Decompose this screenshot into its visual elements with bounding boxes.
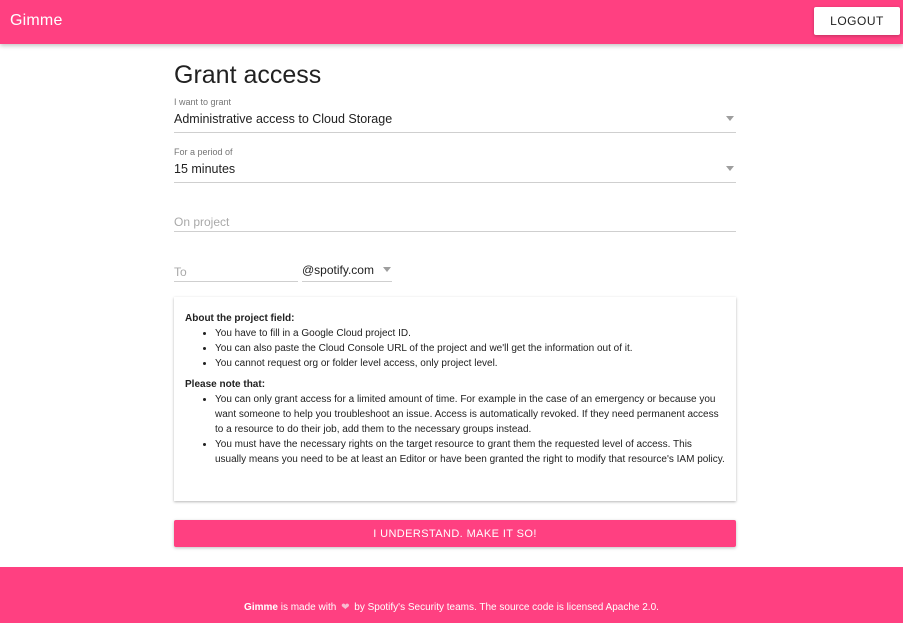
- heart-icon: ❤: [341, 602, 350, 613]
- field-underline: [174, 132, 736, 133]
- grant-select-value: Administrative access to Cloud Storage: [174, 112, 393, 126]
- note-heading: Please note that:: [185, 379, 266, 390]
- dropdown-caret-icon[interactable]: [726, 116, 734, 121]
- footer-text-part: by Spotify's Security teams. The source code is licensed Apache 2.0.: [351, 602, 659, 613]
- list-item: • You must have the necessary rights on the target resource to grant them the requested level of access. This usually means you need to be at least an Editor or have been granted the right to modify that resource's IAM policy.: [215, 437, 725, 467]
- project-input-placeholder: On project: [174, 215, 230, 229]
- footer-brand: Gimme: [244, 602, 278, 613]
- footer-text: [0, 602, 903, 613]
- list-item: • You cannot request org or folder level access, only project level.: [215, 356, 725, 371]
- grant-select-label: I want to grant: [174, 97, 232, 107]
- grant-select[interactable]: [174, 97, 736, 133]
- to-input[interactable]: [174, 254, 298, 282]
- confirm-grant-button[interactable]: I UNDERSTAND. MAKE IT SO!: [174, 520, 736, 547]
- field-underline: [174, 182, 736, 183]
- dropdown-caret-icon[interactable]: [726, 166, 734, 171]
- about-heading: About the project field:: [185, 313, 295, 324]
- app-bar: [0, 0, 903, 44]
- footer-text-part: is made with: [277, 602, 340, 613]
- dropdown-caret-icon[interactable]: [383, 267, 391, 272]
- list-item: • You can only grant access for a limited amount of time. For example in the case of an emergency or because you want someone to help you troubleshoot an issue. Access is automatically revoked. If they need permanent access to a resource to do their job, add them to the necessary groups instead.: [215, 392, 725, 437]
- about-list: [185, 326, 725, 371]
- project-input[interactable]: [174, 204, 736, 232]
- domain-select-value: @spotify.com: [302, 263, 374, 277]
- page-title: Grant access: [174, 61, 322, 89]
- period-select-label: For a period of: [174, 147, 233, 157]
- period-select[interactable]: [174, 147, 736, 183]
- note-list: [185, 392, 725, 467]
- list-item: • You can also paste the Cloud Console URL of the project and we'll get the information out of it.: [215, 341, 725, 356]
- field-underline: [174, 281, 298, 282]
- app-brand[interactable]: Gimme: [10, 12, 63, 29]
- field-underline: [174, 231, 736, 232]
- field-underline: [302, 281, 392, 282]
- page-footer: [0, 567, 903, 623]
- list-item: • You have to fill in a Google Cloud project ID.: [215, 326, 725, 341]
- logout-button[interactable]: LOGOUT: [814, 7, 900, 35]
- domain-select[interactable]: [302, 254, 392, 282]
- to-input-placeholder: To: [174, 265, 187, 279]
- info-card: [174, 297, 736, 501]
- period-select-value: 15 minutes: [174, 162, 236, 176]
